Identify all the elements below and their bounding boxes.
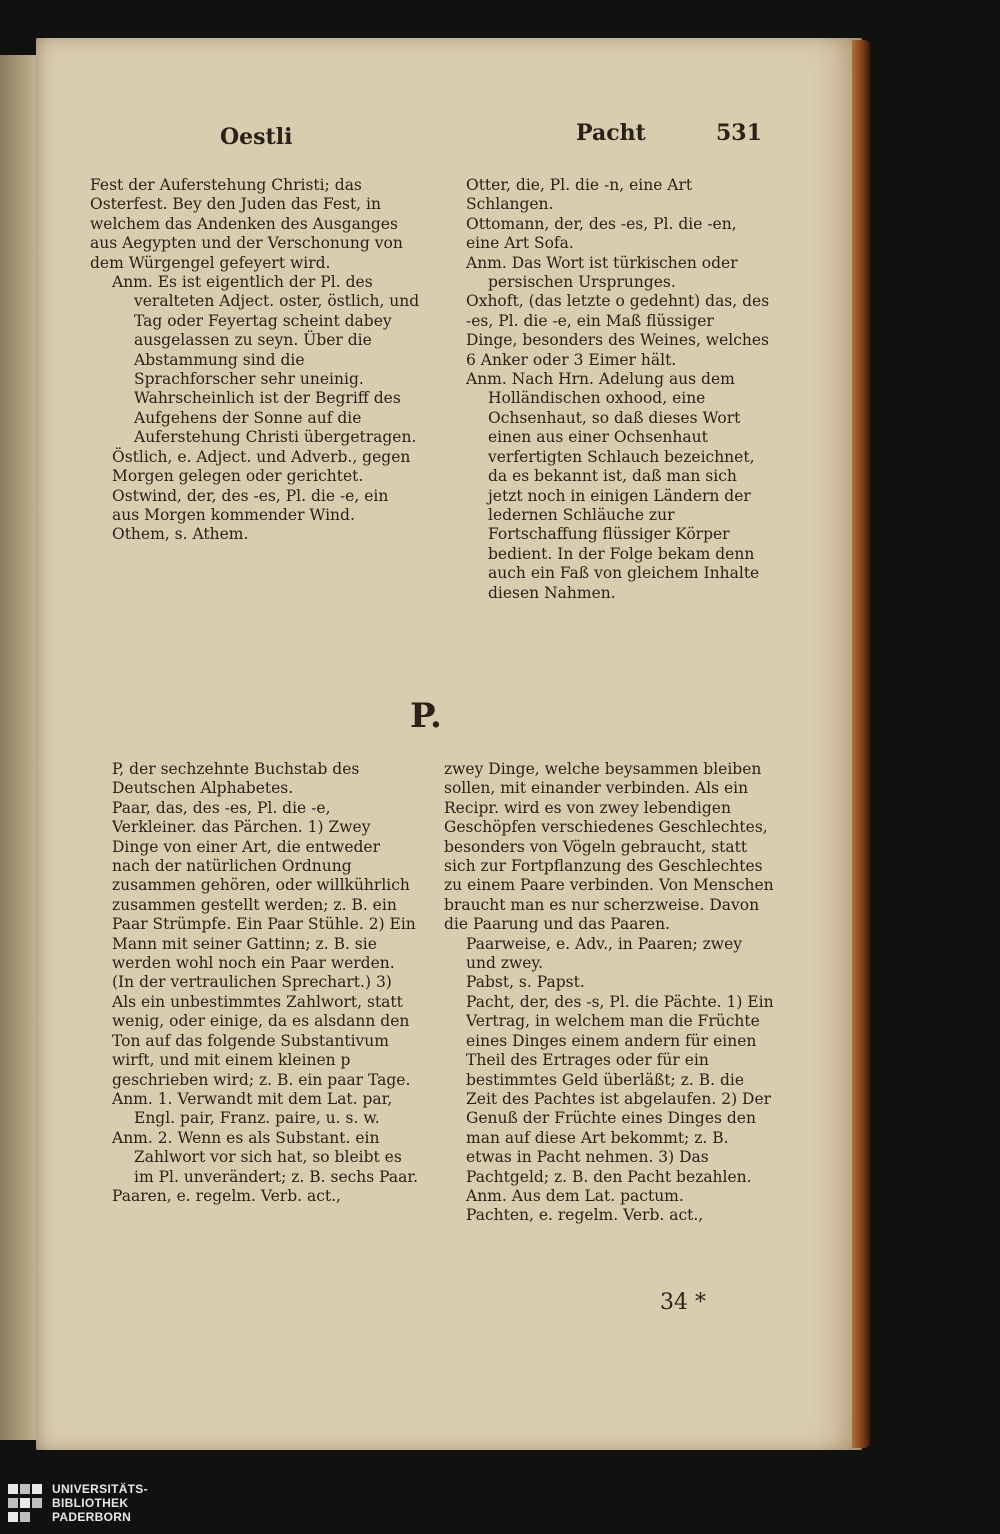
note-paar-1: Anm. 1. Verwandt mit dem Lat. par, Engl. pair, Franz. paire, u. s. w. (112, 1089, 393, 1128)
entry-p: P, der sechzehnte Buchstab des Deutschen Alphabetes. (112, 760, 360, 798)
entry-oxhoft: Oxhoft, (das letzte o gedehnt) das, des -es, Pl. die -e, ein Maß flüssiger Dinge, besonders des Weines, welches 6 Anker oder 3 Eimer hält. (466, 292, 770, 369)
bottom-left-column (90, 760, 420, 1206)
entry-otter: Otter, die, Pl. die -n, eine Art Schlangen. (466, 176, 693, 214)
library-name (52, 1482, 148, 1524)
section-letter: P. (410, 696, 442, 736)
entry-oestlich: Östlich, e. Adject. und Adverb., gegen Morgen gelegen oder gerichtet. (112, 447, 411, 486)
adjacent-page-edge (0, 55, 40, 1440)
entry-paarweise: Paarweise, e. Adv., in Paaren; zwey und zwey. (466, 934, 743, 973)
top-left-column (90, 176, 420, 545)
top-right-column (444, 176, 770, 603)
bottom-right-column (444, 760, 774, 1226)
entry-pachten: Pachten, e. regelm. Verb. act., (466, 1206, 704, 1225)
note-ostern: Anm. Es ist eigentlich der Pl. des veralteten Adject. oster, östlich, und Tag oder Feyertag scheint dabey ausgelassen zu seyn. Über die Abstammung sind die Sprachforscher sehr uneinig. Wahrscheinlich ist der Begriff des Aufgehens der Sonne auf die Auferstehung Christi übergetragen. (112, 273, 420, 447)
entry-paar: Paar, das, des -es, Pl. die -e, Verkleiner. das Pärchen. 1) Zwey Dinge von einer Art, die entweder nach der natürlichen Ordnung zusammen gehören, oder willkührlich zusammen gestellt werden; z. B. ein Paar Strümpfe. Ein Paar Stühle. 2) Ein Mann mit seiner Gattinn; z. B. sie werden wohl noch ein Paar werden. (In der vertraulichen Sprechart.) 3) Als ein unbestimmtes Zahlwort, statt wenig, oder einige, da es alsdann den Ton auf das folgende Substantivum wirft, und mit einem kleinen p geschrieben wird; z. B. ein paar Tage. (112, 798, 416, 1089)
library-line-1: UNIVERSITÄTS- (52, 1482, 148, 1496)
entry-ostwind: Ostwind, der, des -es, Pl. die -e, ein aus Morgen kommender Wind. (112, 486, 389, 524)
entry-ostern: Fest der Auferstehung Christi; das Osterfest. Bey den Juden das Fest, in welchem das Andenken des Ausganges aus Aegypten und der Verschonung von dem Würgengel gefeyert wird. (90, 176, 403, 272)
library-line-2: BIBLIOTHEK (52, 1496, 129, 1510)
entry-pabst: Pabst, s. Papst. (466, 973, 585, 992)
running-head-left: Oestli (220, 124, 293, 150)
entry-pacht: Pacht, der, des -s, Pl. die Pächte. 1) Ein Vertrag, in welchem man die Früchte eines Dinges einem andern für einen Theil des Ertrages oder für ein bestimmtes Geld überläßt; z. B. die Zeit des Pachtes ist abgelaufen. 2) Der Genuß der Früchte eines Dinges den man auf diese Art bekommt; z. B. etwas in Pacht nehmen. 3) Das Pachtgeld; z. B. den Pacht bezahlen. (466, 992, 774, 1186)
page-number: 531 (716, 120, 762, 146)
running-head-right: Pacht (576, 120, 646, 146)
entry-ottomann: Ottomann, der, des -es, Pl. die -en, eine Art Sofa. (466, 214, 737, 253)
entry-paaren: Paaren, e. regelm. Verb. act., (112, 1186, 341, 1205)
book-binding-edge (852, 40, 870, 1448)
library-line-3: PADERBORN (52, 1510, 132, 1524)
note-pacht: Anm. Aus dem Lat. pactum. (466, 1186, 684, 1205)
note-ottomann: Anm. Das Wort ist türkischen oder persischen Ursprunges. (466, 253, 738, 292)
note-paar-2: Anm. 2. Wenn es als Substant. ein Zahlwort vor sich hat, so bleibt es im Pl. unverändert; z. B. sechs Paar. (112, 1128, 419, 1186)
signature-mark: 34 * (660, 1290, 706, 1315)
note-oxhoft: Anm. Nach Hrn. Adelung aus dem Holländischen oxhood, eine Ochsenhaut, so daß dieses Wort einen aus einer Ochsenhaut verfertigten Schlauch bezeichnet, da es bekannt ist, daß man sich jetzt noch in einigen Ländern der ledernen Schläuche zur Fortschaffung flüssiger Körper bedient. In der Folge bekam denn auch ein Faß von gleichem Inhalte diesen Nahmen. (466, 370, 760, 602)
library-logo (6, 1478, 166, 1528)
library-emblem-icon (6, 1482, 44, 1524)
entry-paaren-cont: zwey Dinge, welche beysammen bleiben sollen, mit einander verbinden. Als ein Recipr. wird es von zwey lebendigen Geschöpfen verschiedenes Geschlechtes, besonders von Vögeln gebraucht, statt sich zur Fortpflanzung des Geschlechtes zu einem Paare verbinden. Von Menschen braucht man es nur scherzweise. Davon die Paarung und das Paaren. (444, 760, 774, 934)
entry-othem: Othem, s. Athem. (112, 525, 249, 544)
